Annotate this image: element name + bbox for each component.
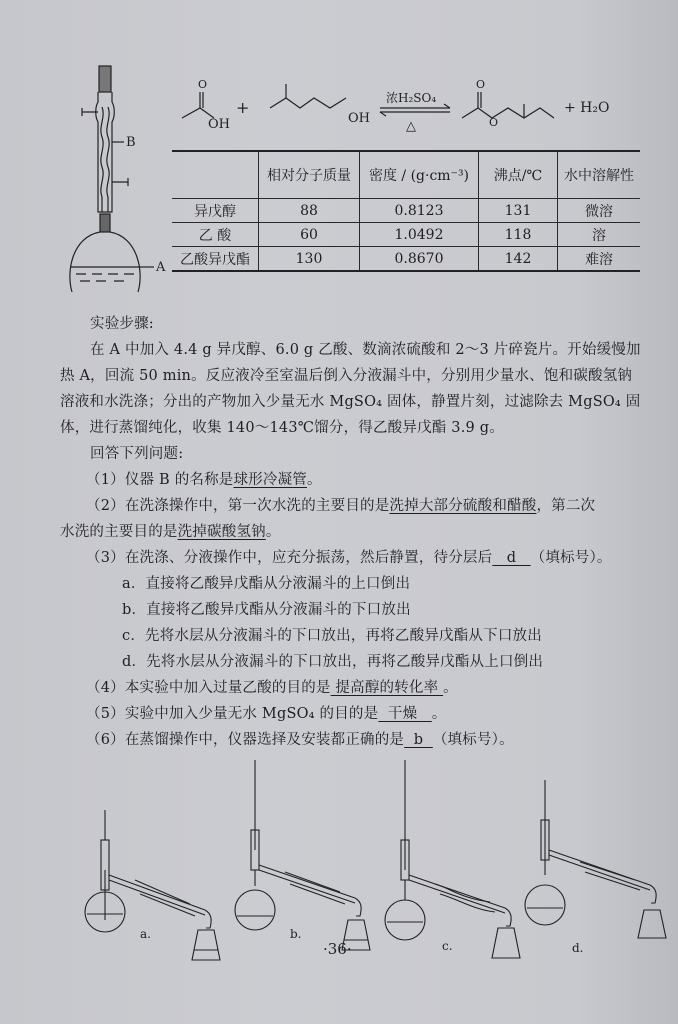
svg-text:O: O	[489, 116, 499, 129]
diagram-label-d: d.	[572, 941, 584, 955]
reflux-apparatus-diagram	[62, 62, 182, 302]
properties-table	[172, 150, 640, 272]
steps-line: 体，进行蒸馏纯化，收集 140～143℃馏分，得乙酸异戊酯 3.9 g。	[60, 420, 504, 436]
steps-line: 溶液和水洗涤；分出的产物加入少量无水 MgSO₄ 固体，静置片刻，过滤除去 MgSO₄ 固	[60, 394, 641, 410]
answer-4: 提高醇的转化率	[330, 680, 444, 696]
svg-text:△: △	[406, 119, 416, 134]
answer-2a: 洗掉大部分硫酸和醋酸	[389, 498, 537, 514]
question-3: （3）在洗涤、分液操作中，应充分振荡，然后静置，待分层后 d （填标号）。	[86, 550, 612, 566]
svg-text:+: +	[236, 98, 250, 117]
diagram-label-c: c.	[442, 939, 453, 953]
answer-1: 球形冷凝管	[233, 472, 307, 488]
svg-text:OH: OH	[208, 117, 230, 132]
svg-text:浓H₂SO₄: 浓H₂SO₄	[386, 91, 437, 105]
steps-line: 在 A 中加入 4.4 g 异戊醇、6.0 g 乙酸、数滴浓硫酸和 2～3 片碎瓷片。开始缓慢加	[90, 342, 641, 358]
steps-title: 实验步骤:	[90, 316, 154, 332]
question-2: （2）在洗涤操作中，第一次水洗的主要目的是洗掉大部分硫酸和醋酸，第二次	[86, 498, 596, 514]
label-a: A	[156, 260, 166, 275]
question-4: （4）本实验中加入过量乙酸的目的是 提高醇的转化率 。	[86, 680, 458, 696]
option-a: a．直接将乙酸异戊酯从分液漏斗的上口倒出	[122, 576, 411, 592]
question-5: （5）实验中加入少量无水 MgSO₄ 的目的是 干燥 。	[86, 706, 447, 722]
table-header-row: 相对分子质量 密度 / (g·cm⁻³) 沸点/℃ 水中溶解性	[172, 151, 640, 199]
answer-5: 干燥	[378, 706, 432, 722]
option-d: d．先将水层从分液漏斗的下口放出，再将乙酸异戊酯从上口倒出	[122, 654, 544, 670]
question-2-cont: 水洗的主要目的是洗掉碳酸氢钠。	[60, 524, 281, 540]
table-row: 异戊醇 88 0.8123 131 微溶	[172, 199, 640, 223]
diagram-label-b: b.	[290, 927, 302, 941]
option-b: b．直接将乙酸异戊酯从分液漏斗的下口放出	[122, 602, 411, 618]
answer-2b: 洗掉碳酸氢钠	[177, 524, 266, 540]
svg-text:O: O	[476, 78, 486, 91]
answer-6: b	[404, 732, 433, 748]
table-row: 乙 酸 60 1.0492 118 溶	[172, 223, 640, 247]
question-6: （6）在蒸馏操作中，仪器选择及安装都正确的是 b （填标号）。	[86, 732, 514, 748]
steps-line: 热 A，回流 50 min。反应液冷至室温后倒入分液漏斗中，分别用少量水、饱和碳酸氢钠	[60, 368, 633, 384]
label-b: B	[126, 135, 136, 150]
page-number: ·36·	[323, 940, 352, 958]
reaction-equation	[180, 78, 620, 138]
answer-3: d	[492, 550, 531, 566]
svg-text:OH: OH	[348, 111, 370, 126]
questions-title: 回答下列问题:	[90, 446, 184, 462]
option-c: c．先将水层从分液漏斗的下口放出，再将乙酸异戊酯从下口放出	[122, 628, 542, 644]
svg-text:+ H₂O: + H₂O	[564, 100, 610, 116]
table-row: 乙酸异戊酯 130 0.8670 142 难溶	[172, 247, 640, 272]
question-1: （1）仪器 B 的名称是球形冷凝管。	[86, 472, 322, 488]
svg-text:O: O	[198, 78, 208, 91]
diagram-label-a: a.	[140, 927, 151, 941]
